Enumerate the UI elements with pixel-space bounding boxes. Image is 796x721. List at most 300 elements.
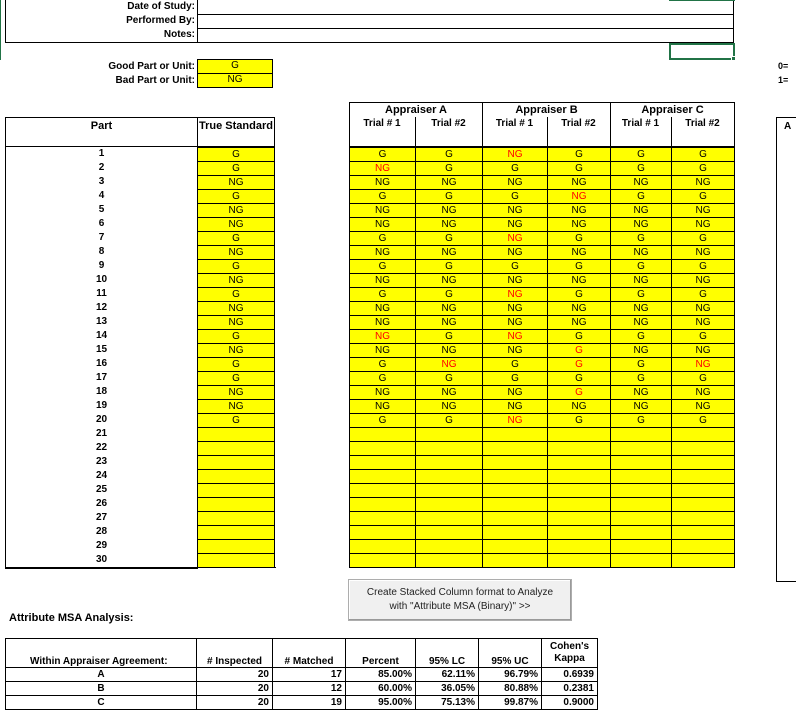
part-number: 14 bbox=[95, 330, 108, 341]
trial-cell[interactable]: G bbox=[547, 385, 611, 400]
trial-cell[interactable]: G bbox=[415, 147, 483, 162]
col-header-kappa: Cohen's Kappa bbox=[542, 639, 598, 668]
col-header-lc: 95% LC bbox=[416, 639, 479, 668]
trial-cell[interactable] bbox=[415, 497, 483, 512]
trial-cell[interactable] bbox=[415, 553, 483, 568]
trial-cell[interactable] bbox=[415, 427, 483, 442]
trial-cell[interactable]: G bbox=[671, 161, 735, 176]
trial-cell[interactable]: NG bbox=[671, 357, 735, 372]
trial-cell[interactable]: NG bbox=[547, 399, 611, 414]
performed-by-input[interactable] bbox=[198, 15, 733, 28]
create-stacked-column-button[interactable] bbox=[348, 579, 572, 621]
part-number: 11 bbox=[96, 288, 107, 299]
true-standard-cell[interactable]: NG bbox=[197, 175, 275, 190]
summary-appraiser: C bbox=[6, 696, 197, 710]
trial-cell[interactable] bbox=[610, 553, 672, 568]
trial-cell[interactable]: NG bbox=[671, 301, 735, 316]
trial-divider bbox=[671, 117, 672, 147]
trial-cell[interactable] bbox=[671, 553, 735, 568]
trial-cell[interactable]: G bbox=[671, 329, 735, 344]
part-number: 24 bbox=[95, 470, 108, 481]
trial-cell[interactable]: G bbox=[610, 259, 672, 274]
trial-cell[interactable]: NG bbox=[415, 217, 483, 232]
true-standard-cell[interactable]: G bbox=[197, 231, 275, 246]
part-number: 3 bbox=[98, 176, 105, 187]
trial-cell[interactable]: NG bbox=[610, 273, 672, 288]
true-standard-cell[interactable] bbox=[197, 553, 275, 568]
trial-cell[interactable]: NG bbox=[482, 203, 548, 218]
true-standard-cell[interactable]: G bbox=[197, 357, 275, 372]
true-standard-cell[interactable] bbox=[197, 441, 275, 456]
true-standard-cell[interactable]: NG bbox=[197, 399, 275, 414]
trial-cell[interactable] bbox=[349, 553, 416, 568]
column-highlight bbox=[669, 0, 735, 1]
trial-cell[interactable]: NG bbox=[482, 413, 548, 428]
trial-cell[interactable]: G bbox=[671, 287, 735, 302]
trial-cell[interactable] bbox=[547, 553, 611, 568]
trial-cell[interactable]: G bbox=[671, 231, 735, 246]
summary-lc: 75.13% bbox=[416, 696, 479, 710]
trial-cell[interactable] bbox=[482, 553, 548, 568]
part-number: 27 bbox=[95, 512, 108, 523]
col-header-appraiser: Within Appraiser Agreement: bbox=[6, 639, 197, 668]
trial-cell[interactable]: G bbox=[349, 371, 416, 386]
trial-cell[interactable]: NG bbox=[482, 217, 548, 232]
trial-cell[interactable]: NG bbox=[547, 203, 611, 218]
trial-cell[interactable]: NG bbox=[610, 343, 672, 358]
true-standard-cell[interactable]: NG bbox=[197, 385, 275, 400]
trial-cell[interactable] bbox=[610, 441, 672, 456]
part-number: 10 bbox=[95, 274, 108, 285]
trial-cell[interactable]: NG bbox=[415, 343, 483, 358]
trial-cell[interactable]: NG bbox=[482, 175, 548, 190]
trial-cell[interactable]: NG bbox=[671, 245, 735, 260]
trial-cell[interactable]: NG bbox=[547, 189, 611, 204]
trial-cell[interactable] bbox=[415, 441, 483, 456]
trial-header: Trial #2 bbox=[561, 118, 596, 129]
part-number: 4 bbox=[98, 190, 105, 201]
summary-kappa: 0.6939 bbox=[542, 668, 598, 682]
trial-cell[interactable] bbox=[349, 441, 416, 456]
within-appraiser-table bbox=[5, 638, 598, 710]
true-standard-cell[interactable] bbox=[197, 511, 275, 526]
col-header-uc: 95% UC bbox=[479, 639, 542, 668]
appraiser-name: Appraiser C bbox=[641, 104, 704, 116]
true-standard-cell[interactable]: G bbox=[197, 161, 275, 176]
part-number: 22 bbox=[95, 442, 108, 453]
trial-cell[interactable] bbox=[610, 539, 672, 554]
part-number: 16 bbox=[95, 358, 108, 369]
trial-cell[interactable] bbox=[547, 497, 611, 512]
trial-cell[interactable]: NG bbox=[415, 175, 483, 190]
summary-percent: 95.00% bbox=[346, 696, 416, 710]
trial-cell[interactable]: G bbox=[547, 413, 611, 428]
trial-cell[interactable] bbox=[547, 539, 611, 554]
trial-cell[interactable] bbox=[482, 539, 548, 554]
part-header bbox=[5, 117, 198, 147]
trial-cell[interactable] bbox=[547, 483, 611, 498]
trial-header: Trial # 1 bbox=[363, 118, 401, 129]
trial-divider bbox=[547, 117, 548, 147]
trial-cell[interactable] bbox=[547, 455, 611, 470]
trial-cell[interactable]: G bbox=[415, 189, 483, 204]
trial-cell[interactable]: G bbox=[671, 259, 735, 274]
trial-cell[interactable] bbox=[349, 539, 416, 554]
trial-cell[interactable] bbox=[349, 455, 416, 470]
trial-cell[interactable] bbox=[671, 455, 735, 470]
trial-cell[interactable]: NG bbox=[610, 385, 672, 400]
trial-cell[interactable]: NG bbox=[547, 245, 611, 260]
date-of-study-input[interactable] bbox=[198, 1, 733, 14]
trial-cell[interactable]: NG bbox=[415, 203, 483, 218]
trial-cell[interactable]: NG bbox=[482, 273, 548, 288]
summary-appraiser: B bbox=[6, 682, 197, 696]
trial-cell[interactable]: G bbox=[610, 147, 672, 162]
trial-cell[interactable]: G bbox=[349, 413, 416, 428]
summary-lc: 36.05% bbox=[416, 682, 479, 696]
bad-part-value[interactable]: NG bbox=[197, 73, 273, 88]
grid-bottom-border bbox=[5, 567, 276, 568]
trial-cell[interactable]: G bbox=[547, 343, 611, 358]
trial-cell[interactable] bbox=[671, 441, 735, 456]
trial-cell[interactable]: NG bbox=[349, 217, 416, 232]
trial-cell[interactable]: G bbox=[415, 287, 483, 302]
trial-cell[interactable] bbox=[610, 469, 672, 484]
trial-cell[interactable] bbox=[610, 483, 672, 498]
trial-cell[interactable] bbox=[349, 469, 416, 484]
trial-cell[interactable]: G bbox=[482, 259, 548, 274]
trial-cell[interactable] bbox=[610, 525, 672, 540]
trial-cell[interactable]: G bbox=[349, 259, 416, 274]
trial-cell[interactable] bbox=[671, 469, 735, 484]
date-of-study-label: Date of Study: bbox=[127, 1, 195, 12]
trial-cell[interactable]: NG bbox=[482, 287, 548, 302]
true-standard-cell[interactable]: NG bbox=[197, 245, 275, 260]
trial-cell[interactable] bbox=[671, 525, 735, 540]
trial-cell[interactable]: NG bbox=[547, 217, 611, 232]
part-number: 26 bbox=[95, 498, 108, 509]
trial-cell[interactable]: G bbox=[349, 189, 416, 204]
part-number: 19 bbox=[95, 400, 108, 411]
trial-cell[interactable]: G bbox=[482, 161, 548, 176]
trial-cell[interactable]: NG bbox=[349, 329, 416, 344]
part-number: 29 bbox=[95, 540, 108, 551]
trial-cell[interactable]: NG bbox=[349, 385, 416, 400]
trial-cell[interactable]: NG bbox=[415, 301, 483, 316]
trial-cell[interactable]: G bbox=[415, 231, 483, 246]
trial-cell[interactable]: NG bbox=[349, 175, 416, 190]
true-standard-cell[interactable]: G bbox=[197, 371, 275, 386]
trial-cell[interactable] bbox=[482, 483, 548, 498]
trial-cell[interactable]: NG bbox=[415, 273, 483, 288]
true-standard-cell[interactable]: NG bbox=[197, 217, 275, 232]
true-standard-cell[interactable]: G bbox=[197, 147, 275, 162]
trial-cell[interactable]: NG bbox=[610, 217, 672, 232]
trial-cell[interactable]: NG bbox=[671, 273, 735, 288]
trial-cell[interactable]: NG bbox=[482, 231, 548, 246]
offscreen-header: A bbox=[784, 121, 792, 132]
performed-by-label: Performed By: bbox=[126, 15, 195, 26]
trial-cell[interactable] bbox=[349, 525, 416, 540]
trial-cell[interactable]: G bbox=[671, 147, 735, 162]
part-number: 1 bbox=[98, 148, 105, 159]
true-standard-cell[interactable] bbox=[197, 525, 275, 540]
trial-cell[interactable] bbox=[482, 455, 548, 470]
summary-appraiser: A bbox=[6, 668, 197, 682]
legend-line-1: 1= bbox=[778, 75, 789, 85]
part-number: 8 bbox=[98, 246, 105, 257]
trial-cell[interactable]: G bbox=[547, 287, 611, 302]
trial-cell[interactable]: G bbox=[482, 357, 548, 372]
summary-inspected: 20 bbox=[197, 668, 273, 682]
part-header-text: Part bbox=[90, 120, 113, 132]
trial-cell[interactable] bbox=[671, 497, 735, 512]
trial-cell[interactable]: NG bbox=[547, 175, 611, 190]
trial-cell[interactable]: NG bbox=[547, 273, 611, 288]
trial-cell[interactable]: NG bbox=[671, 385, 735, 400]
trial-cell[interactable]: NG bbox=[349, 315, 416, 330]
summary-matched: 17 bbox=[273, 668, 346, 682]
trial-cell[interactable]: G bbox=[415, 413, 483, 428]
trial-cell[interactable]: G bbox=[415, 371, 483, 386]
summary-matched: 12 bbox=[273, 682, 346, 696]
summary-kappa: 0.9000 bbox=[542, 696, 598, 710]
part-number: 30 bbox=[95, 554, 108, 565]
summary-matched: 19 bbox=[273, 696, 346, 710]
trial-cell[interactable]: NG bbox=[415, 245, 483, 260]
appraiser-name: Appraiser B bbox=[515, 104, 578, 116]
trial-cell[interactable]: G bbox=[349, 287, 416, 302]
trial-header: Trial # 1 bbox=[621, 118, 660, 129]
trial-cell[interactable]: G bbox=[610, 231, 672, 246]
summary-row bbox=[6, 696, 598, 710]
trial-cell[interactable] bbox=[349, 511, 416, 526]
analysis-title: Attribute MSA Analysis: bbox=[9, 612, 134, 624]
summary-kappa: 0.2381 bbox=[542, 682, 598, 696]
trial-cell[interactable]: NG bbox=[547, 301, 611, 316]
trial-cell[interactable]: NG bbox=[671, 343, 735, 358]
true-standard-cell[interactable]: G bbox=[197, 329, 275, 344]
trial-cell[interactable]: G bbox=[415, 259, 483, 274]
good-part-value[interactable]: G bbox=[197, 59, 273, 74]
trial-cell[interactable]: G bbox=[671, 189, 735, 204]
trial-header: Trial #2 bbox=[431, 118, 466, 129]
trial-cell[interactable]: G bbox=[547, 161, 611, 176]
trial-cell[interactable] bbox=[482, 427, 548, 442]
summary-percent: 85.00% bbox=[346, 668, 416, 682]
trial-cell[interactable]: G bbox=[349, 147, 416, 162]
trial-cell[interactable]: G bbox=[671, 413, 735, 428]
button-label-line-1: Create Stacked Column format to Analyze bbox=[366, 587, 554, 598]
trial-cell[interactable]: G bbox=[415, 161, 483, 176]
fill-handle[interactable] bbox=[731, 56, 736, 61]
trial-cell[interactable]: G bbox=[610, 413, 672, 428]
true-standard-cell[interactable]: NG bbox=[197, 273, 275, 288]
button-label-line-2: with "Attribute MSA (Binary)" >> bbox=[389, 601, 531, 612]
offscreen-table-edge bbox=[776, 117, 796, 582]
true-standard-cell[interactable] bbox=[197, 455, 275, 470]
trial-cell[interactable]: NG bbox=[610, 301, 672, 316]
trial-header: Trial #2 bbox=[685, 118, 720, 129]
trial-cell[interactable]: G bbox=[610, 287, 672, 302]
trial-cell[interactable]: G bbox=[482, 189, 548, 204]
trial-cell[interactable]: NG bbox=[349, 343, 416, 358]
trial-cell[interactable]: NG bbox=[482, 399, 548, 414]
trial-cell[interactable]: NG bbox=[415, 315, 483, 330]
trial-cell[interactable]: G bbox=[547, 371, 611, 386]
selected-cell[interactable] bbox=[669, 43, 735, 60]
trial-cell[interactable]: NG bbox=[349, 301, 416, 316]
summary-row bbox=[6, 682, 598, 696]
trial-cell[interactable]: NG bbox=[482, 385, 548, 400]
trial-cell[interactable]: NG bbox=[415, 357, 483, 372]
true-standard-cell[interactable]: G bbox=[197, 413, 275, 428]
trial-cell[interactable]: NG bbox=[482, 245, 548, 260]
trial-cell[interactable]: NG bbox=[482, 343, 548, 358]
trial-cell[interactable]: NG bbox=[610, 399, 672, 414]
part-number: 25 bbox=[95, 484, 108, 495]
trial-cell[interactable]: G bbox=[547, 147, 611, 162]
trial-cell[interactable]: NG bbox=[482, 301, 548, 316]
trial-cell[interactable] bbox=[671, 427, 735, 442]
trial-cell[interactable]: NG bbox=[610, 245, 672, 260]
part-number: 28 bbox=[95, 526, 108, 537]
trial-cell[interactable]: G bbox=[547, 357, 611, 372]
trial-cell[interactable]: G bbox=[610, 189, 672, 204]
part-number: 12 bbox=[95, 302, 108, 313]
trial-cell[interactable]: NG bbox=[482, 329, 548, 344]
trial-cell[interactable]: G bbox=[547, 329, 611, 344]
summary-uc: 96.79% bbox=[479, 668, 542, 682]
bad-part-label: Bad Part or Unit: bbox=[115, 75, 195, 86]
part-number: 18 bbox=[95, 386, 108, 397]
trial-cell[interactable]: G bbox=[547, 231, 611, 246]
true-standard-cell[interactable] bbox=[197, 539, 275, 554]
true-standard-cell[interactable]: NG bbox=[197, 343, 275, 358]
trial-cell[interactable]: NG bbox=[349, 203, 416, 218]
trial-cell[interactable] bbox=[547, 511, 611, 526]
trial-cell[interactable]: NG bbox=[671, 203, 735, 218]
trial-cell[interactable]: G bbox=[610, 371, 672, 386]
part-number: 6 bbox=[98, 218, 105, 229]
summary-inspected: 20 bbox=[197, 682, 273, 696]
trial-cell[interactable]: NG bbox=[610, 175, 672, 190]
trial-cell[interactable]: NG bbox=[671, 217, 735, 232]
trial-cell[interactable] bbox=[547, 427, 611, 442]
trial-cell[interactable] bbox=[415, 455, 483, 470]
trial-cell[interactable] bbox=[415, 469, 483, 484]
trial-cell[interactable] bbox=[610, 497, 672, 512]
summary-uc: 80.88% bbox=[479, 682, 542, 696]
trial-cell[interactable]: NG bbox=[349, 245, 416, 260]
appraiser-name: Appraiser A bbox=[385, 104, 447, 116]
true-standard-cell[interactable]: NG bbox=[197, 203, 275, 218]
trial-cell[interactable]: NG bbox=[547, 315, 611, 330]
trial-cell[interactable]: G bbox=[610, 357, 672, 372]
legend-line-0: 0= bbox=[778, 61, 789, 71]
trial-cell[interactable]: NG bbox=[482, 315, 548, 330]
trial-cell[interactable]: NG bbox=[349, 273, 416, 288]
part-number: 13 bbox=[95, 316, 108, 327]
trial-cell[interactable]: NG bbox=[671, 175, 735, 190]
trial-cell[interactable]: NG bbox=[610, 315, 672, 330]
trial-cell[interactable] bbox=[610, 511, 672, 526]
true-standard-cell[interactable] bbox=[197, 483, 275, 498]
part-number: 2 bbox=[98, 162, 105, 173]
trial-cell[interactable]: NG bbox=[415, 399, 483, 414]
row-highlight bbox=[0, 0, 1, 60]
part-number: 9 bbox=[98, 260, 105, 271]
trial-cell[interactable] bbox=[547, 469, 611, 484]
trial-cell[interactable]: G bbox=[482, 371, 548, 386]
part-number: 15 bbox=[95, 344, 108, 355]
true-standard-cell[interactable]: NG bbox=[197, 301, 275, 316]
true-standard-header: True Standard bbox=[197, 117, 275, 147]
trial-cell[interactable] bbox=[610, 427, 672, 442]
trial-cell[interactable] bbox=[482, 525, 548, 540]
true-standard-cell[interactable] bbox=[197, 497, 275, 512]
trial-cell[interactable]: NG bbox=[349, 399, 416, 414]
summary-row bbox=[6, 668, 598, 682]
summary-percent: 60.00% bbox=[346, 682, 416, 696]
trial-cell[interactable] bbox=[671, 483, 735, 498]
trial-cell[interactable]: G bbox=[349, 231, 416, 246]
trial-cell[interactable] bbox=[547, 441, 611, 456]
true-standard-cell[interactable]: NG bbox=[197, 315, 275, 330]
trial-cell[interactable]: G bbox=[415, 329, 483, 344]
trial-cell[interactable] bbox=[482, 511, 548, 526]
true-standard-cell[interactable] bbox=[197, 427, 275, 442]
trial-cell[interactable] bbox=[415, 525, 483, 540]
true-standard-cell[interactable]: G bbox=[197, 287, 275, 302]
trial-cell[interactable] bbox=[482, 497, 548, 512]
trial-cell[interactable] bbox=[547, 525, 611, 540]
true-standard-cell[interactable]: G bbox=[197, 189, 275, 204]
trial-cell[interactable]: G bbox=[610, 161, 672, 176]
summary-uc: 99.87% bbox=[479, 696, 542, 710]
notes-input[interactable] bbox=[198, 29, 733, 42]
trial-divider bbox=[415, 117, 416, 147]
trial-cell[interactable]: G bbox=[671, 371, 735, 386]
col-header-inspected: # Inspected bbox=[197, 639, 273, 668]
trial-cell[interactable]: G bbox=[349, 357, 416, 372]
trial-cell[interactable] bbox=[349, 483, 416, 498]
trial-cell[interactable] bbox=[482, 441, 548, 456]
true-standard-cell[interactable] bbox=[197, 469, 275, 484]
trial-cell[interactable]: NG bbox=[671, 315, 735, 330]
trial-cell[interactable] bbox=[482, 469, 548, 484]
trial-cell[interactable] bbox=[415, 483, 483, 498]
trial-cell[interactable] bbox=[349, 427, 416, 442]
trial-cell[interactable]: NG bbox=[482, 147, 548, 162]
trial-cell[interactable]: G bbox=[547, 259, 611, 274]
trial-cell[interactable] bbox=[610, 455, 672, 470]
trial-cell[interactable] bbox=[415, 511, 483, 526]
summary-inspected: 20 bbox=[197, 696, 273, 710]
trial-cell[interactable] bbox=[671, 539, 735, 554]
trial-cell[interactable]: NG bbox=[349, 161, 416, 176]
trial-cell[interactable]: NG bbox=[671, 399, 735, 414]
trial-cell[interactable]: G bbox=[610, 329, 672, 344]
trial-cell[interactable] bbox=[349, 497, 416, 512]
trial-cell[interactable]: NG bbox=[415, 385, 483, 400]
notes-label: Notes: bbox=[163, 29, 195, 40]
trial-cell[interactable] bbox=[415, 539, 483, 554]
true-standard-cell[interactable]: G bbox=[197, 259, 275, 274]
trial-cell[interactable]: NG bbox=[610, 203, 672, 218]
part-number: 20 bbox=[95, 414, 108, 425]
trial-cell[interactable] bbox=[671, 511, 735, 526]
